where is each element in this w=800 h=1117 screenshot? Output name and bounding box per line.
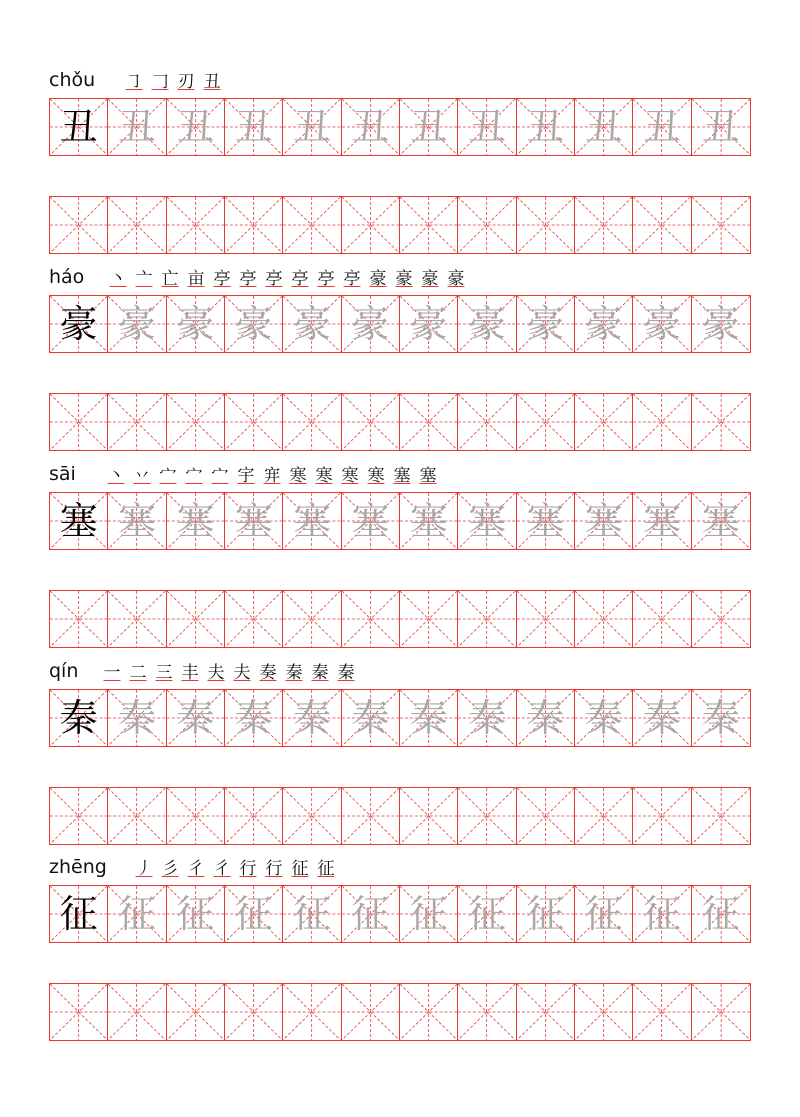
blank-practice-cell[interactable] bbox=[633, 197, 691, 253]
stroke-step: 亭 bbox=[291, 269, 309, 289]
pinyin-label: sāi bbox=[49, 463, 76, 485]
trace-character: 征 bbox=[117, 892, 156, 936]
blank-practice-cell[interactable] bbox=[50, 591, 108, 647]
stroke-step: 宀 bbox=[185, 466, 203, 486]
blank-practice-cell[interactable] bbox=[633, 394, 691, 450]
trace-character: 塞 bbox=[642, 499, 681, 543]
trace-character: 征 bbox=[351, 892, 390, 936]
blank-practice-row bbox=[49, 196, 751, 254]
stroke-step: 二 bbox=[129, 663, 147, 683]
trace-character: 征 bbox=[292, 892, 331, 936]
trace-character: 秦 bbox=[117, 696, 156, 740]
blank-practice-cell[interactable] bbox=[108, 394, 166, 450]
blank-practice-cell[interactable] bbox=[633, 591, 691, 647]
blank-practice-cell[interactable] bbox=[167, 394, 225, 450]
trace-character-cell[interactable] bbox=[400, 296, 458, 352]
trace-character-cell[interactable] bbox=[458, 99, 516, 155]
stroke-step: 宑 bbox=[263, 466, 281, 486]
model-character-cell[interactable] bbox=[50, 493, 108, 549]
stroke-step: 丶 bbox=[107, 466, 125, 486]
trace-character: 塞 bbox=[409, 499, 448, 543]
trace-character: 豪 bbox=[176, 302, 215, 346]
tracing-row bbox=[49, 492, 751, 550]
trace-character-cell[interactable] bbox=[458, 296, 516, 352]
stroke-step: 亭 bbox=[213, 269, 231, 289]
trace-character: 豪 bbox=[701, 302, 740, 346]
blank-practice-cell[interactable] bbox=[575, 394, 633, 450]
trace-character-cell[interactable] bbox=[283, 690, 341, 746]
trace-character: 豪 bbox=[351, 302, 390, 346]
stroke-step: 豪 bbox=[447, 269, 465, 289]
blank-practice-cell[interactable] bbox=[517, 984, 575, 1040]
trace-character: 豪 bbox=[642, 302, 681, 346]
trace-character: 豪 bbox=[467, 302, 506, 346]
trace-character-cell[interactable] bbox=[692, 99, 750, 155]
blank-practice-cell[interactable] bbox=[575, 197, 633, 253]
stroke-step: 𠃌 bbox=[151, 72, 169, 92]
trace-character: 秦 bbox=[584, 696, 623, 740]
trace-character-cell[interactable] bbox=[692, 296, 750, 352]
trace-character-cell[interactable] bbox=[517, 886, 575, 942]
trace-character-cell[interactable] bbox=[633, 690, 691, 746]
trace-character-cell[interactable] bbox=[633, 493, 691, 549]
stroke-order-sequence bbox=[131, 853, 339, 881]
stroke-step: 亭 bbox=[265, 269, 283, 289]
trace-character: 征 bbox=[584, 892, 623, 936]
stroke-order-sequence bbox=[105, 263, 469, 291]
stroke-step: 行 bbox=[239, 859, 257, 879]
blank-practice-cell[interactable] bbox=[108, 984, 166, 1040]
trace-character: 豪 bbox=[584, 302, 623, 346]
trace-character: 秦 bbox=[292, 696, 331, 740]
blank-practice-cell[interactable] bbox=[400, 788, 458, 844]
trace-character-cell[interactable] bbox=[167, 886, 225, 942]
blank-practice-cell[interactable] bbox=[108, 591, 166, 647]
trace-character-cell[interactable] bbox=[458, 493, 516, 549]
trace-character-cell[interactable] bbox=[283, 886, 341, 942]
stroke-step: 亩 bbox=[187, 269, 205, 289]
trace-character: 秦 bbox=[642, 696, 681, 740]
stroke-step: ㇆ bbox=[125, 72, 143, 92]
trace-character-cell[interactable] bbox=[517, 690, 575, 746]
stroke-order-sequence bbox=[103, 460, 441, 488]
blank-practice-cell[interactable] bbox=[225, 197, 283, 253]
pinyin-label: chǒu bbox=[49, 69, 96, 91]
trace-character-cell[interactable] bbox=[342, 99, 400, 155]
trace-character-cell[interactable] bbox=[400, 493, 458, 549]
trace-character: 丑 bbox=[642, 105, 681, 149]
stroke-step: 宀 bbox=[211, 466, 229, 486]
trace-character-cell[interactable] bbox=[517, 296, 575, 352]
blank-practice-cell[interactable] bbox=[400, 394, 458, 450]
trace-character-cell[interactable] bbox=[225, 493, 283, 549]
trace-character-cell[interactable] bbox=[108, 886, 166, 942]
stroke-step: 亭 bbox=[317, 269, 335, 289]
trace-character-cell[interactable] bbox=[458, 886, 516, 942]
blank-practice-cell[interactable] bbox=[50, 788, 108, 844]
stroke-step: 宇 bbox=[237, 466, 255, 486]
stroke-step: 彳 bbox=[187, 859, 205, 879]
trace-character-cell[interactable] bbox=[283, 493, 341, 549]
stroke-step: 秦 bbox=[285, 663, 303, 683]
trace-character: 豪 bbox=[409, 302, 448, 346]
trace-character: 秦 bbox=[234, 696, 273, 740]
blank-practice-cell[interactable] bbox=[342, 394, 400, 450]
stroke-step: 刃 bbox=[177, 72, 195, 92]
stroke-step: 丑 bbox=[203, 72, 221, 92]
blank-practice-cell[interactable] bbox=[167, 197, 225, 253]
blank-practice-cell[interactable] bbox=[692, 197, 750, 253]
trace-character-cell[interactable] bbox=[692, 886, 750, 942]
blank-practice-cell[interactable] bbox=[575, 984, 633, 1040]
stroke-step: 秦 bbox=[311, 663, 329, 683]
trace-character: 塞 bbox=[292, 499, 331, 543]
trace-character: 征 bbox=[526, 892, 565, 936]
trace-character-cell[interactable] bbox=[167, 493, 225, 549]
trace-character-cell[interactable] bbox=[342, 493, 400, 549]
stroke-step: 豪 bbox=[369, 269, 387, 289]
stroke-step: 行 bbox=[265, 859, 283, 879]
blank-practice-cell[interactable] bbox=[108, 788, 166, 844]
trace-character-cell[interactable] bbox=[633, 99, 691, 155]
stroke-step: 彳 bbox=[213, 859, 231, 879]
blank-practice-cell[interactable] bbox=[517, 394, 575, 450]
stroke-step: 宀 bbox=[159, 466, 177, 486]
blank-practice-cell[interactable] bbox=[283, 788, 341, 844]
trace-character-cell[interactable] bbox=[400, 99, 458, 155]
blank-practice-cell[interactable] bbox=[283, 197, 341, 253]
trace-character-cell[interactable] bbox=[167, 99, 225, 155]
blank-practice-row bbox=[49, 590, 751, 648]
trace-character: 豪 bbox=[234, 302, 273, 346]
trace-character: 丑 bbox=[467, 105, 506, 149]
trace-character: 丑 bbox=[117, 105, 156, 149]
blank-practice-cell[interactable] bbox=[342, 591, 400, 647]
tracing-row bbox=[49, 689, 751, 747]
trace-character-cell[interactable] bbox=[167, 296, 225, 352]
trace-character: 塞 bbox=[526, 499, 565, 543]
pinyin-label: háo bbox=[49, 266, 85, 288]
stroke-step: 寒 bbox=[289, 466, 307, 486]
blank-practice-cell[interactable] bbox=[342, 197, 400, 253]
model-character: 丑 bbox=[59, 105, 98, 149]
trace-character: 丑 bbox=[409, 105, 448, 149]
trace-character: 征 bbox=[701, 892, 740, 936]
stroke-step: 亭 bbox=[343, 269, 361, 289]
blank-practice-cell[interactable] bbox=[342, 788, 400, 844]
trace-character: 征 bbox=[234, 892, 273, 936]
trace-character: 塞 bbox=[234, 499, 273, 543]
blank-practice-cell[interactable] bbox=[225, 394, 283, 450]
trace-character-cell[interactable] bbox=[225, 690, 283, 746]
tracing-row bbox=[49, 295, 751, 353]
trace-character-cell[interactable] bbox=[283, 296, 341, 352]
trace-character-cell[interactable] bbox=[108, 690, 166, 746]
blank-practice-cell[interactable] bbox=[692, 394, 750, 450]
blank-practice-row bbox=[49, 983, 751, 1041]
trace-character-cell[interactable] bbox=[225, 99, 283, 155]
trace-character: 丑 bbox=[351, 105, 390, 149]
trace-character: 丑 bbox=[526, 105, 565, 149]
blank-practice-cell[interactable] bbox=[517, 197, 575, 253]
trace-character-cell[interactable] bbox=[692, 690, 750, 746]
trace-character: 丑 bbox=[584, 105, 623, 149]
blank-practice-cell[interactable] bbox=[50, 197, 108, 253]
blank-practice-cell[interactable] bbox=[283, 394, 341, 450]
blank-practice-cell[interactable] bbox=[458, 197, 516, 253]
blank-practice-row bbox=[49, 787, 751, 845]
trace-character: 丑 bbox=[234, 105, 273, 149]
blank-practice-cell[interactable] bbox=[692, 984, 750, 1040]
blank-practice-cell[interactable] bbox=[108, 197, 166, 253]
trace-character-cell[interactable] bbox=[342, 886, 400, 942]
trace-character: 丑 bbox=[292, 105, 331, 149]
pinyin-label: zhēng bbox=[49, 856, 107, 878]
blank-practice-cell[interactable] bbox=[575, 788, 633, 844]
model-character: 塞 bbox=[59, 499, 98, 543]
trace-character-cell[interactable] bbox=[283, 99, 341, 155]
trace-character: 塞 bbox=[351, 499, 390, 543]
trace-character-cell[interactable] bbox=[342, 690, 400, 746]
model-character-cell[interactable] bbox=[50, 296, 108, 352]
stroke-step: 寒 bbox=[315, 466, 333, 486]
stroke-step: 奏 bbox=[259, 663, 277, 683]
stroke-step: 一 bbox=[103, 663, 121, 683]
trace-character: 塞 bbox=[701, 499, 740, 543]
trace-character-cell[interactable] bbox=[400, 690, 458, 746]
blank-practice-row bbox=[49, 393, 751, 451]
trace-character: 丑 bbox=[701, 105, 740, 149]
trace-character: 征 bbox=[409, 892, 448, 936]
trace-character-cell[interactable] bbox=[517, 493, 575, 549]
blank-practice-cell[interactable] bbox=[342, 984, 400, 1040]
blank-practice-cell[interactable] bbox=[225, 591, 283, 647]
trace-character-cell[interactable] bbox=[575, 886, 633, 942]
trace-character: 豪 bbox=[526, 302, 565, 346]
model-character-cell[interactable] bbox=[50, 886, 108, 942]
trace-character-cell[interactable] bbox=[575, 493, 633, 549]
stroke-step: 征 bbox=[317, 859, 335, 879]
blank-practice-cell[interactable] bbox=[50, 394, 108, 450]
trace-character-cell[interactable] bbox=[108, 99, 166, 155]
trace-character-cell[interactable] bbox=[108, 493, 166, 549]
stroke-step: 征 bbox=[291, 859, 309, 879]
model-character: 豪 bbox=[59, 302, 98, 346]
trace-character: 秦 bbox=[467, 696, 506, 740]
trace-character-cell[interactable] bbox=[108, 296, 166, 352]
stroke-step: 丿 bbox=[135, 859, 153, 879]
blank-practice-cell[interactable] bbox=[400, 591, 458, 647]
stroke-order-sequence bbox=[99, 657, 359, 685]
stroke-step: 三 bbox=[155, 663, 173, 683]
stroke-step: 丶 bbox=[109, 269, 127, 289]
blank-practice-cell[interactable] bbox=[400, 984, 458, 1040]
trace-character-cell[interactable] bbox=[400, 886, 458, 942]
trace-character-cell[interactable] bbox=[225, 886, 283, 942]
trace-character-cell[interactable] bbox=[342, 296, 400, 352]
stroke-step: 丰 bbox=[181, 663, 199, 683]
trace-character-cell[interactable] bbox=[575, 296, 633, 352]
trace-character: 征 bbox=[642, 892, 681, 936]
trace-character-cell[interactable] bbox=[575, 99, 633, 155]
blank-practice-cell[interactable] bbox=[225, 984, 283, 1040]
stroke-step: 彡 bbox=[161, 859, 179, 879]
trace-character: 秦 bbox=[176, 696, 215, 740]
stroke-step: 塞 bbox=[393, 466, 411, 486]
stroke-step: 塞 bbox=[419, 466, 437, 486]
trace-character-cell[interactable] bbox=[692, 493, 750, 549]
blank-practice-cell[interactable] bbox=[692, 591, 750, 647]
blank-practice-cell[interactable] bbox=[458, 591, 516, 647]
blank-practice-cell[interactable] bbox=[400, 197, 458, 253]
blank-practice-cell[interactable] bbox=[50, 984, 108, 1040]
model-character: 征 bbox=[59, 892, 98, 936]
trace-character-cell[interactable] bbox=[225, 296, 283, 352]
trace-character: 丑 bbox=[176, 105, 215, 149]
blank-practice-cell[interactable] bbox=[458, 788, 516, 844]
trace-character: 秦 bbox=[351, 696, 390, 740]
stroke-step: 亡 bbox=[161, 269, 179, 289]
trace-character: 秦 bbox=[701, 696, 740, 740]
model-character: 秦 bbox=[59, 696, 98, 740]
trace-character: 秦 bbox=[526, 696, 565, 740]
blank-practice-cell[interactable] bbox=[167, 591, 225, 647]
stroke-step: 亠 bbox=[135, 269, 153, 289]
trace-character: 征 bbox=[467, 892, 506, 936]
trace-character: 塞 bbox=[584, 499, 623, 543]
stroke-step: 豪 bbox=[395, 269, 413, 289]
trace-character: 塞 bbox=[467, 499, 506, 543]
trace-character: 征 bbox=[176, 892, 215, 936]
blank-practice-cell[interactable] bbox=[458, 394, 516, 450]
blank-practice-cell[interactable] bbox=[283, 984, 341, 1040]
pinyin-label: qín bbox=[49, 660, 79, 682]
tracing-row bbox=[49, 885, 751, 943]
stroke-step: 秦 bbox=[337, 663, 355, 683]
tracing-row bbox=[49, 98, 751, 156]
blank-practice-cell[interactable] bbox=[633, 788, 691, 844]
trace-character-cell[interactable] bbox=[575, 690, 633, 746]
blank-practice-cell[interactable] bbox=[575, 591, 633, 647]
blank-practice-cell[interactable] bbox=[517, 788, 575, 844]
model-character-cell[interactable] bbox=[50, 690, 108, 746]
stroke-order-sequence bbox=[121, 66, 225, 94]
trace-character: 豪 bbox=[292, 302, 331, 346]
stroke-step: 丷 bbox=[133, 466, 151, 486]
blank-practice-cell[interactable] bbox=[283, 591, 341, 647]
trace-character-cell[interactable] bbox=[517, 99, 575, 155]
trace-character-cell[interactable] bbox=[633, 296, 691, 352]
trace-character: 塞 bbox=[176, 499, 215, 543]
blank-practice-cell[interactable] bbox=[225, 788, 283, 844]
trace-character: 豪 bbox=[117, 302, 156, 346]
blank-practice-cell[interactable] bbox=[633, 984, 691, 1040]
stroke-step: 寒 bbox=[367, 466, 385, 486]
stroke-step: 亭 bbox=[239, 269, 257, 289]
stroke-step: 寒 bbox=[341, 466, 359, 486]
stroke-step: 夫 bbox=[233, 663, 251, 683]
trace-character-cell[interactable] bbox=[167, 690, 225, 746]
trace-character-cell[interactable] bbox=[458, 690, 516, 746]
trace-character-cell[interactable] bbox=[633, 886, 691, 942]
trace-character: 塞 bbox=[117, 499, 156, 543]
model-character-cell[interactable] bbox=[50, 99, 108, 155]
blank-practice-cell[interactable] bbox=[458, 984, 516, 1040]
trace-character: 秦 bbox=[409, 696, 448, 740]
blank-practice-cell[interactable] bbox=[692, 788, 750, 844]
blank-practice-cell[interactable] bbox=[167, 984, 225, 1040]
blank-practice-cell[interactable] bbox=[517, 591, 575, 647]
stroke-step: 豪 bbox=[421, 269, 439, 289]
blank-practice-cell[interactable] bbox=[167, 788, 225, 844]
stroke-step: 夫 bbox=[207, 663, 225, 683]
